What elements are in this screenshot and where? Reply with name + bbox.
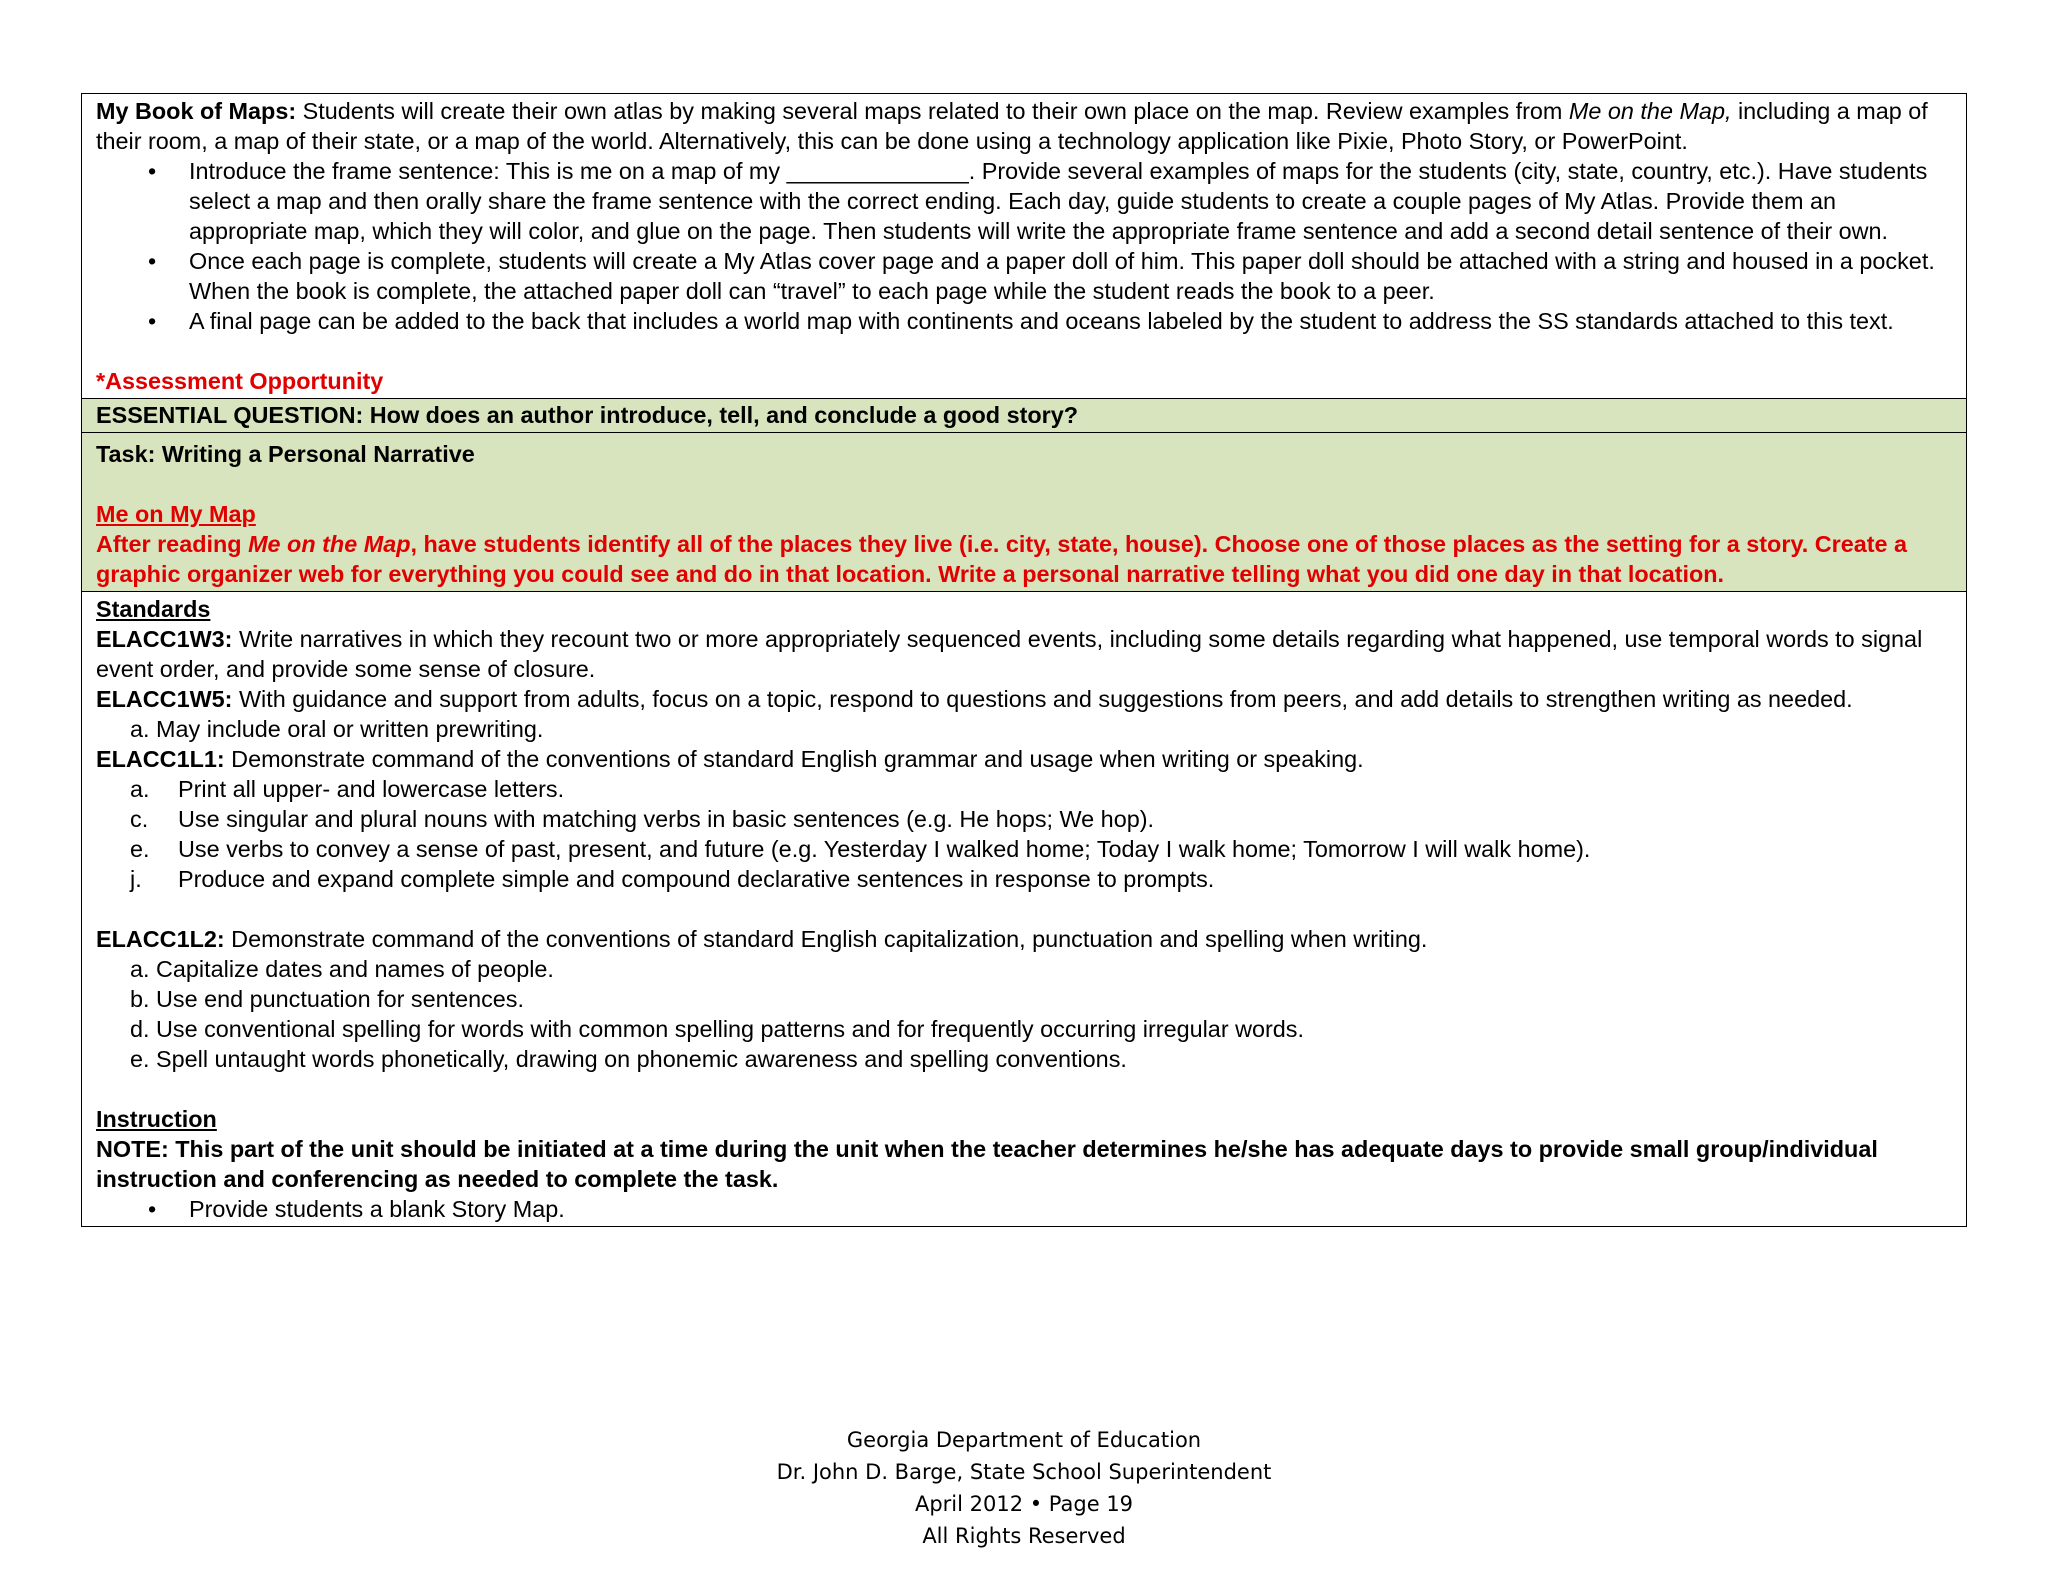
book-of-maps-heading: My Book of Maps: bbox=[96, 98, 297, 124]
standard-w5-item: a. May include oral or written prewriting. bbox=[130, 716, 544, 742]
page-footer bbox=[0, 1424, 2048, 1552]
standard-l2-item: d. Use conventional spelling for words with common spelling patterns and for frequently occurring irregular words. bbox=[130, 1016, 1304, 1042]
bullet-icon: • bbox=[148, 308, 157, 334]
essential-question-row bbox=[82, 398, 1966, 432]
standard-l2-item: a. Capitalize dates and names of people. bbox=[130, 956, 554, 982]
book-of-maps-section bbox=[82, 94, 1966, 398]
task-subtitle: Me on My Map bbox=[96, 501, 256, 527]
list-item: • Introduce the frame sentence: This is me on a map of my ______________. Provide several examples of maps for the students (city, state, country, etc.). Have students select a map and then orally share the frame sentence with the correct ending. Each day, guide students to create a couple pages of My Atlas. Provide them an appropriate map, which they will color, and glue on the page. Then students will write the appropriate frame sentence and add a second detail sentence of their own. bbox=[148, 158, 1928, 244]
list-item: • Once each page is complete, students will create a My Atlas cover page and a paper doll of him. This paper doll should be attached with a string and housed in a pocket. When the book is complete, the attached paper doll can “travel” to each page while the student reads the book to a peer. bbox=[148, 248, 1935, 304]
standard-l2: ELACC1L2: Demonstrate command of the conventions of standard English capitalization, punctuation and spelling when writing. bbox=[96, 926, 1428, 952]
instruction-bullets bbox=[96, 1194, 1954, 1224]
standard-w3: ELACC1W3: Write narratives in which they recount two or more appropriately sequenced events, including some details regarding what happened, use temporal words to signal event order, and provide some sense of closure. bbox=[96, 626, 1923, 682]
standard-w5: ELACC1W5: With guidance and support from adults, focus on a topic, respond to questions and suggestions from peers, and add details to strengthen writing as needed. bbox=[96, 686, 1853, 712]
book-title: Me on the Map, bbox=[1568, 98, 1732, 124]
bullet-icon: • bbox=[148, 1196, 157, 1222]
book-title: Me on the Map bbox=[248, 531, 411, 557]
standard-l1: ELACC1L1: Demonstrate command of the conventions of standard English grammar and usage when writing or speaking. bbox=[96, 746, 1364, 772]
footer-superintendent: Dr. John D. Barge, State School Superintendent bbox=[776, 1460, 1272, 1484]
book-of-maps-bullets bbox=[96, 156, 1954, 336]
standard-l2-item: e. Spell untaught words phonetically, drawing on phonemic awareness and spelling conventions. bbox=[130, 1046, 1127, 1072]
task-section bbox=[82, 432, 1966, 591]
standard-l1-item: j. Produce and expand complete simple and compound declarative sentences in response to prompts. bbox=[130, 866, 1215, 892]
instruction-note: NOTE: This part of the unit should be initiated at a time during the unit when the teacher determines he/she has adequate days to provide small group/individual instruction and conferencing as needed to complete the task. bbox=[96, 1136, 1878, 1192]
footer-date-page: April 2012 • Page 19 bbox=[914, 1492, 1134, 1516]
standard-l2-item: b. Use end punctuation for sentences. bbox=[130, 986, 524, 1012]
bullet-icon: • bbox=[148, 248, 157, 274]
standards-heading: Standards bbox=[96, 596, 211, 622]
standards-section bbox=[82, 591, 1966, 1226]
list-item: • A final page can be added to the back that includes a world map with continents and oceans labeled by the student to address the SS standards attached to this text. bbox=[148, 308, 1894, 334]
essential-question: ESSENTIAL QUESTION: How does an author introduce, tell, and conclude a good story? bbox=[96, 402, 1079, 428]
standard-l1-item: c. Use singular and plural nouns with matching verbs in basic sentences (e.g. He hops; We hop). bbox=[130, 806, 1154, 832]
instruction-heading: Instruction bbox=[96, 1106, 217, 1132]
bullet-icon: • bbox=[148, 158, 157, 184]
lesson-table bbox=[81, 93, 1967, 1227]
footer-rights: All Rights Reserved bbox=[922, 1524, 1126, 1548]
standard-l1-item: a. Print all upper- and lowercase letters. bbox=[130, 776, 565, 802]
task-description: After reading Me on the Map, have students identify all of the places they live (i.e. city, state, house). Choose one of those places as the setting for a story. Create a graphic organizer web for everything you could see and do in that location. Write a personal narrative telling what you did one day in that location. bbox=[96, 531, 1908, 587]
task-title: Task: Writing a Personal Narrative bbox=[96, 441, 475, 467]
standard-l1-item: e. Use verbs to convey a sense of past, present, and future (e.g. Yesterday I walked home; Today I walk home; Tomorrow I will walk home). bbox=[130, 836, 1591, 862]
list-item: • Provide students a blank Story Map. bbox=[148, 1196, 565, 1222]
assessment-opportunity: *Assessment Opportunity bbox=[96, 368, 384, 394]
footer-department: Georgia Department of Education bbox=[846, 1428, 1202, 1452]
book-of-maps-intro: My Book of Maps: Students will create their own atlas by making several maps related to their own place on the map. Review examples from Me on the Map, including a map of their room, a map of their state, or a map of the world. Alternatively, this can be done using a technology application like Pixie, Photo Story, or PowerPoint. bbox=[96, 98, 1928, 154]
